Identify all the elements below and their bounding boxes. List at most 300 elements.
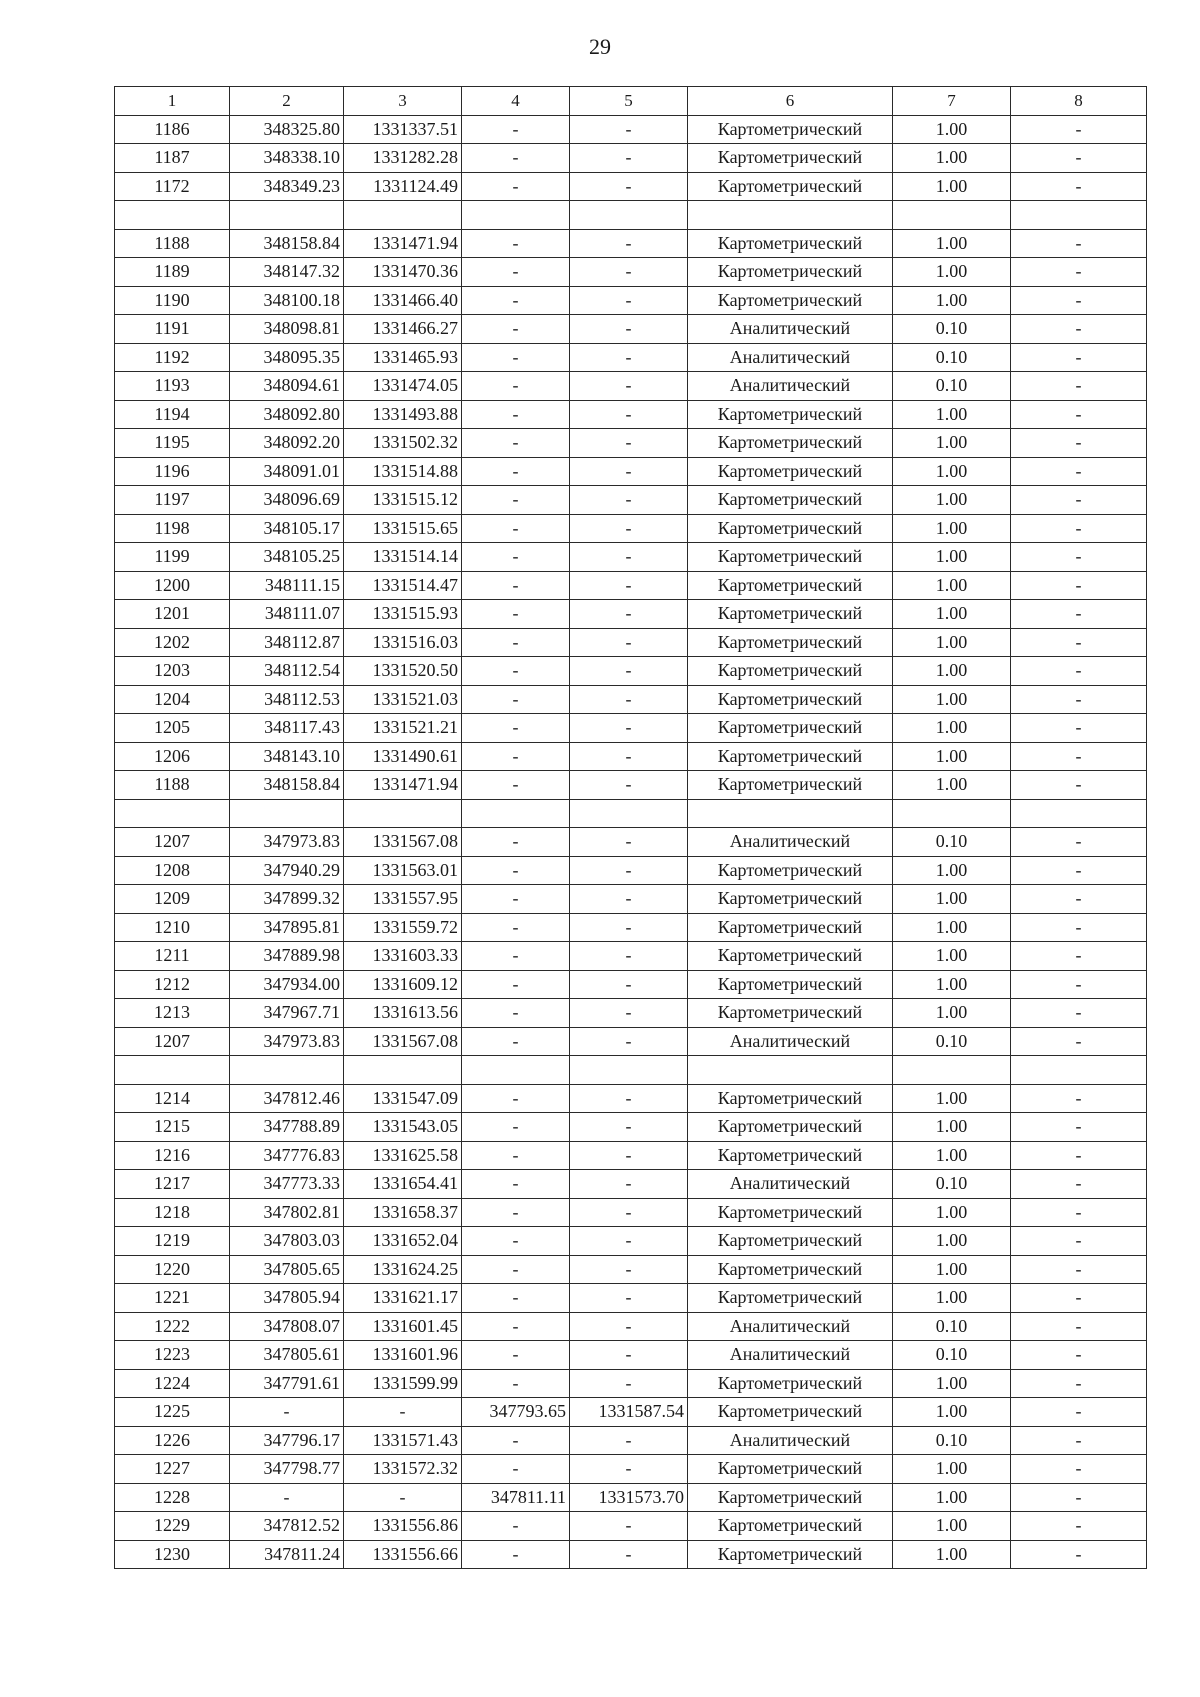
cell-method: Картометрический — [688, 514, 893, 543]
table-row — [115, 885, 1147, 914]
cell-note: - — [1011, 1540, 1147, 1569]
cell-x-coord: 347788.89 — [230, 1113, 344, 1142]
cell-point-number: 1205 — [115, 714, 230, 743]
cell-accuracy: 1.00 — [893, 571, 1011, 600]
cell-x-coord: 347776.83 — [230, 1141, 344, 1170]
cell-y-coord: - — [344, 1398, 462, 1427]
cell-x-coord-alt — [462, 799, 570, 828]
cell-x-coord-alt: - — [462, 999, 570, 1028]
cell-x-coord-alt: - — [462, 486, 570, 515]
cell-accuracy: 1.00 — [893, 144, 1011, 173]
cell-note: - — [1011, 999, 1147, 1028]
cell-accuracy: 1.00 — [893, 1113, 1011, 1142]
cell-y-coord-alt: - — [570, 1084, 688, 1113]
cell-point-number: 1211 — [115, 942, 230, 971]
cell-x-coord: 347973.83 — [230, 1027, 344, 1056]
cell-y-coord — [344, 799, 462, 828]
cell-point-number: 1187 — [115, 144, 230, 173]
cell-x-coord: - — [230, 1398, 344, 1427]
table-row — [115, 400, 1147, 429]
cell-note: - — [1011, 1084, 1147, 1113]
column-header-accuracy: 7 — [893, 87, 1011, 116]
table-row — [115, 258, 1147, 287]
cell-note: - — [1011, 172, 1147, 201]
cell-y-coord: 1331571.43 — [344, 1426, 462, 1455]
table-row — [115, 1426, 1147, 1455]
cell-x-coord: 348100.18 — [230, 286, 344, 315]
cell-x-coord: 348111.07 — [230, 600, 344, 629]
table-row — [115, 1141, 1147, 1170]
cell-y-coord-alt: - — [570, 657, 688, 686]
cell-x-coord: 348092.80 — [230, 400, 344, 429]
cell-y-coord-alt: - — [570, 315, 688, 344]
cell-accuracy: 1.00 — [893, 1455, 1011, 1484]
cell-x-coord-alt: - — [462, 1284, 570, 1313]
cell-point-number: 1222 — [115, 1312, 230, 1341]
cell-y-coord: 1331520.50 — [344, 657, 462, 686]
cell-y-coord-alt: - — [570, 856, 688, 885]
cell-method: Картометрический — [688, 657, 893, 686]
table-row — [115, 172, 1147, 201]
cell-x-coord: 347773.33 — [230, 1170, 344, 1199]
cell-y-coord-alt: - — [570, 714, 688, 743]
cell-x-coord-alt: - — [462, 172, 570, 201]
cell-y-coord-alt: - — [570, 343, 688, 372]
cell-x-coord: 347803.03 — [230, 1227, 344, 1256]
cell-x-coord-alt: - — [462, 742, 570, 771]
cell-method: Картометрический — [688, 913, 893, 942]
cell-method: Картометрический — [688, 457, 893, 486]
table-row — [115, 628, 1147, 657]
cell-note: - — [1011, 514, 1147, 543]
cell-accuracy: 1.00 — [893, 856, 1011, 885]
cell-y-coord-alt: - — [570, 1113, 688, 1142]
cell-point-number: 1196 — [115, 457, 230, 486]
cell-x-coord-alt: - — [462, 1426, 570, 1455]
cell-point-number: 1207 — [115, 828, 230, 857]
cell-x-coord: 348338.10 — [230, 144, 344, 173]
cell-y-coord-alt: - — [570, 457, 688, 486]
cell-y-coord: 1331521.21 — [344, 714, 462, 743]
cell-y-coord: 1331514.47 — [344, 571, 462, 600]
cell-method: Аналитический — [688, 1341, 893, 1370]
cell-y-coord-alt: - — [570, 685, 688, 714]
cell-accuracy: 1.00 — [893, 400, 1011, 429]
cell-x-coord: 347805.61 — [230, 1341, 344, 1370]
cell-y-coord-alt: - — [570, 571, 688, 600]
cell-accuracy: 1.00 — [893, 628, 1011, 657]
cell-x-coord-alt: - — [462, 913, 570, 942]
cell-x-coord: 348158.84 — [230, 771, 344, 800]
table-row — [115, 315, 1147, 344]
cell-x-coord-alt: - — [462, 457, 570, 486]
cell-y-coord: 1331563.01 — [344, 856, 462, 885]
cell-y-coord: 1331547.09 — [344, 1084, 462, 1113]
cell-accuracy: 1.00 — [893, 600, 1011, 629]
column-header-method: 6 — [688, 87, 893, 116]
cell-accuracy — [893, 1056, 1011, 1085]
cell-y-coord-alt: - — [570, 885, 688, 914]
cell-method: Аналитический — [688, 1170, 893, 1199]
cell-y-coord-alt: - — [570, 1141, 688, 1170]
cell-accuracy: 0.10 — [893, 343, 1011, 372]
table-row — [115, 144, 1147, 173]
coordinates-table — [114, 86, 1147, 1569]
cell-x-coord-alt — [462, 201, 570, 230]
cell-point-number: 1212 — [115, 970, 230, 999]
cell-note: - — [1011, 885, 1147, 914]
cell-note: - — [1011, 1341, 1147, 1370]
cell-accuracy: 0.10 — [893, 1312, 1011, 1341]
cell-x-coord-alt: - — [462, 571, 570, 600]
cell-x-coord: 348091.01 — [230, 457, 344, 486]
table-row — [115, 1084, 1147, 1113]
cell-x-coord: 348092.20 — [230, 429, 344, 458]
cell-accuracy: 1.00 — [893, 514, 1011, 543]
cell-x-coord: 348095.35 — [230, 343, 344, 372]
cell-point-number: 1197 — [115, 486, 230, 515]
cell-point-number: 1226 — [115, 1426, 230, 1455]
cell-note: - — [1011, 1027, 1147, 1056]
cell-note: - — [1011, 970, 1147, 999]
cell-method: Аналитический — [688, 1027, 893, 1056]
cell-y-coord: 1331490.61 — [344, 742, 462, 771]
cell-x-coord-alt: 347793.65 — [462, 1398, 570, 1427]
cell-x-coord — [230, 201, 344, 230]
cell-method: Аналитический — [688, 372, 893, 401]
table-row — [115, 657, 1147, 686]
cell-note: - — [1011, 258, 1147, 287]
cell-x-coord: 347812.46 — [230, 1084, 344, 1113]
table-row — [115, 799, 1147, 828]
cell-point-number: 1227 — [115, 1455, 230, 1484]
cell-accuracy: 1.00 — [893, 999, 1011, 1028]
cell-note: - — [1011, 628, 1147, 657]
cell-y-coord: 1331603.33 — [344, 942, 462, 971]
cell-y-coord: 1331599.99 — [344, 1369, 462, 1398]
cell-x-coord: 348096.69 — [230, 486, 344, 515]
cell-x-coord-alt: - — [462, 258, 570, 287]
cell-x-coord-alt: - — [462, 1312, 570, 1341]
table-row — [115, 1056, 1147, 1085]
cell-note: - — [1011, 457, 1147, 486]
table-body — [115, 87, 1147, 1569]
cell-point-number: 1191 — [115, 315, 230, 344]
cell-y-coord-alt: - — [570, 771, 688, 800]
cell-x-coord-alt: - — [462, 1369, 570, 1398]
cell-point-number: 1193 — [115, 372, 230, 401]
cell-y-coord-alt: - — [570, 1540, 688, 1569]
cell-note: - — [1011, 1284, 1147, 1313]
cell-point-number: 1221 — [115, 1284, 230, 1313]
cell-x-coord: 347812.52 — [230, 1512, 344, 1541]
cell-point-number: 1215 — [115, 1113, 230, 1142]
cell-x-coord-alt: - — [462, 1027, 570, 1056]
cell-accuracy: 1.00 — [893, 714, 1011, 743]
cell-point-number: 1203 — [115, 657, 230, 686]
cell-x-coord-alt: - — [462, 372, 570, 401]
cell-note — [1011, 201, 1147, 230]
cell-accuracy: 1.00 — [893, 1369, 1011, 1398]
table-row — [115, 1341, 1147, 1370]
cell-point-number: 1214 — [115, 1084, 230, 1113]
cell-point-number: 1172 — [115, 172, 230, 201]
cell-accuracy: 1.00 — [893, 286, 1011, 315]
cell-method: Картометрический — [688, 942, 893, 971]
cell-note: - — [1011, 1398, 1147, 1427]
cell-y-coord-alt: - — [570, 600, 688, 629]
table-row — [115, 115, 1147, 144]
cell-method: Аналитический — [688, 1312, 893, 1341]
table-row — [115, 429, 1147, 458]
cell-note: - — [1011, 856, 1147, 885]
cell-y-coord-alt: - — [570, 1369, 688, 1398]
cell-x-coord-alt: 347811.11 — [462, 1483, 570, 1512]
page-number: 29 — [589, 34, 611, 59]
cell-note: - — [1011, 486, 1147, 515]
cell-point-number: 1190 — [115, 286, 230, 315]
cell-x-coord-alt: - — [462, 1512, 570, 1541]
cell-x-coord: 347808.07 — [230, 1312, 344, 1341]
cell-x-coord: 348117.43 — [230, 714, 344, 743]
cell-y-coord-alt: - — [570, 1170, 688, 1199]
cell-method: Картометрический — [688, 1398, 893, 1427]
cell-point-number: 1209 — [115, 885, 230, 914]
cell-x-coord-alt: - — [462, 1227, 570, 1256]
table-row — [115, 372, 1147, 401]
cell-y-coord-alt: - — [570, 172, 688, 201]
cell-x-coord: 347889.98 — [230, 942, 344, 971]
cell-method: Картометрический — [688, 1284, 893, 1313]
cell-accuracy: 0.10 — [893, 1341, 1011, 1370]
cell-method: Картометрический — [688, 543, 893, 572]
cell-x-coord: 348112.54 — [230, 657, 344, 686]
cell-point-number: 1224 — [115, 1369, 230, 1398]
cell-y-coord-alt: - — [570, 970, 688, 999]
cell-accuracy: 1.00 — [893, 742, 1011, 771]
cell-note: - — [1011, 657, 1147, 686]
cell-x-coord: 347940.29 — [230, 856, 344, 885]
cell-y-coord-alt: - — [570, 514, 688, 543]
cell-x-coord-alt: - — [462, 942, 570, 971]
table-row — [115, 229, 1147, 258]
cell-note: - — [1011, 1483, 1147, 1512]
cell-x-coord-alt: - — [462, 514, 570, 543]
cell-y-coord-alt: - — [570, 400, 688, 429]
cell-x-coord-alt: - — [462, 1170, 570, 1199]
cell-y-coord: 1331466.27 — [344, 315, 462, 344]
column-header-y-coord: 3 — [344, 87, 462, 116]
cell-note: - — [1011, 571, 1147, 600]
cell-method: Картометрический — [688, 1255, 893, 1284]
cell-accuracy: 1.00 — [893, 172, 1011, 201]
cell-method: Картометрический — [688, 1483, 893, 1512]
cell-note: - — [1011, 229, 1147, 258]
cell-y-coord-alt: - — [570, 543, 688, 572]
cell-y-coord-alt — [570, 201, 688, 230]
cell-y-coord-alt: - — [570, 742, 688, 771]
cell-point-number: 1206 — [115, 742, 230, 771]
cell-method: Картометрический — [688, 115, 893, 144]
cell-accuracy: 1.00 — [893, 1198, 1011, 1227]
cell-x-coord: 348105.17 — [230, 514, 344, 543]
cell-point-number — [115, 201, 230, 230]
cell-accuracy: 0.10 — [893, 1027, 1011, 1056]
cell-y-coord: 1331625.58 — [344, 1141, 462, 1170]
cell-point-number: 1213 — [115, 999, 230, 1028]
cell-method: Картометрический — [688, 1512, 893, 1541]
cell-y-coord: 1331466.40 — [344, 286, 462, 315]
cell-note: - — [1011, 600, 1147, 629]
cell-y-coord: 1331613.56 — [344, 999, 462, 1028]
cell-y-coord: 1331556.86 — [344, 1512, 462, 1541]
cell-method: Картометрический — [688, 885, 893, 914]
cell-x-coord: 348111.15 — [230, 571, 344, 600]
cell-y-coord: 1331621.17 — [344, 1284, 462, 1313]
cell-y-coord-alt — [570, 1056, 688, 1085]
cell-accuracy: 1.00 — [893, 1512, 1011, 1541]
cell-x-coord-alt: - — [462, 144, 570, 173]
cell-method: Картометрический — [688, 685, 893, 714]
cell-point-number: 1201 — [115, 600, 230, 629]
cell-method: Картометрический — [688, 1113, 893, 1142]
cell-accuracy: 0.10 — [893, 315, 1011, 344]
cell-y-coord: 1331282.28 — [344, 144, 462, 173]
cell-y-coord: 1331514.88 — [344, 457, 462, 486]
cell-accuracy — [893, 799, 1011, 828]
cell-y-coord-alt: - — [570, 828, 688, 857]
cell-accuracy: 1.00 — [893, 486, 1011, 515]
cell-note: - — [1011, 1198, 1147, 1227]
cell-y-coord: 1331652.04 — [344, 1227, 462, 1256]
cell-note: - — [1011, 1312, 1147, 1341]
cell-x-coord-alt: - — [462, 1540, 570, 1569]
cell-y-coord: 1331516.03 — [344, 628, 462, 657]
cell-point-number: 1199 — [115, 543, 230, 572]
cell-point-number: 1225 — [115, 1398, 230, 1427]
cell-x-coord: 347899.32 — [230, 885, 344, 914]
cell-x-coord-alt: - — [462, 856, 570, 885]
cell-x-coord: 347811.24 — [230, 1540, 344, 1569]
cell-x-coord: 347934.00 — [230, 970, 344, 999]
cell-point-number: 1207 — [115, 1027, 230, 1056]
cell-y-coord — [344, 1056, 462, 1085]
cell-y-coord: 1331557.95 — [344, 885, 462, 914]
cell-note: - — [1011, 942, 1147, 971]
cell-y-coord-alt: - — [570, 1198, 688, 1227]
cell-y-coord: 1331567.08 — [344, 1027, 462, 1056]
cell-point-number: 1195 — [115, 429, 230, 458]
cell-x-coord-alt: - — [462, 229, 570, 258]
table-row — [115, 543, 1147, 572]
cell-note: - — [1011, 1455, 1147, 1484]
table-row — [115, 286, 1147, 315]
cell-y-coord: 1331502.32 — [344, 429, 462, 458]
cell-y-coord: 1331521.03 — [344, 685, 462, 714]
cell-y-coord: 1331493.88 — [344, 400, 462, 429]
cell-note: - — [1011, 372, 1147, 401]
table-row — [115, 1170, 1147, 1199]
cell-note: - — [1011, 144, 1147, 173]
cell-y-coord: 1331572.32 — [344, 1455, 462, 1484]
cell-y-coord — [344, 201, 462, 230]
cell-method — [688, 201, 893, 230]
cell-x-coord — [230, 1056, 344, 1085]
cell-point-number: 1223 — [115, 1341, 230, 1370]
cell-accuracy: 1.00 — [893, 1483, 1011, 1512]
cell-y-coord: 1331471.94 — [344, 771, 462, 800]
table-row — [115, 457, 1147, 486]
cell-accuracy: 0.10 — [893, 372, 1011, 401]
column-header-y-coord-alt: 5 — [570, 87, 688, 116]
cell-note: - — [1011, 1113, 1147, 1142]
cell-note: - — [1011, 714, 1147, 743]
cell-note: - — [1011, 115, 1147, 144]
cell-x-coord-alt: - — [462, 315, 570, 344]
cell-y-coord-alt: - — [570, 429, 688, 458]
cell-accuracy: 1.00 — [893, 885, 1011, 914]
cell-method: Аналитический — [688, 315, 893, 344]
cell-y-coord: 1331474.05 — [344, 372, 462, 401]
table-row — [115, 1540, 1147, 1569]
cell-accuracy: 1.00 — [893, 657, 1011, 686]
cell-y-coord: 1331471.94 — [344, 229, 462, 258]
cell-y-coord: 1331515.65 — [344, 514, 462, 543]
cell-x-coord-alt: - — [462, 1113, 570, 1142]
cell-accuracy — [893, 201, 1011, 230]
cell-y-coord-alt: - — [570, 258, 688, 287]
column-header-x-coord-alt: 4 — [462, 87, 570, 116]
cell-method: Картометрический — [688, 856, 893, 885]
table-row — [115, 1027, 1147, 1056]
cell-y-coord: 1331515.12 — [344, 486, 462, 515]
cell-x-coord-alt: - — [462, 1141, 570, 1170]
cell-accuracy: 1.00 — [893, 1255, 1011, 1284]
cell-y-coord: 1331337.51 — [344, 115, 462, 144]
cell-note: - — [1011, 1170, 1147, 1199]
cell-note: - — [1011, 543, 1147, 572]
cell-x-coord-alt: - — [462, 543, 570, 572]
cell-x-coord: 348098.81 — [230, 315, 344, 344]
cell-x-coord-alt: - — [462, 771, 570, 800]
cell-y-coord: 1331465.93 — [344, 343, 462, 372]
cell-point-number: 1216 — [115, 1141, 230, 1170]
cell-method: Картометрический — [688, 286, 893, 315]
column-header-point-number: 1 — [115, 87, 230, 116]
cell-x-coord-alt: - — [462, 343, 570, 372]
cell-x-coord-alt: - — [462, 1255, 570, 1284]
cell-y-coord: - — [344, 1483, 462, 1512]
cell-x-coord-alt: - — [462, 885, 570, 914]
cell-method: Картометрический — [688, 144, 893, 173]
cell-point-number: 1204 — [115, 685, 230, 714]
cell-y-coord: 1331609.12 — [344, 970, 462, 999]
cell-x-coord: 348147.32 — [230, 258, 344, 287]
cell-y-coord-alt: - — [570, 372, 688, 401]
cell-accuracy: 1.00 — [893, 115, 1011, 144]
cell-y-coord-alt: - — [570, 1312, 688, 1341]
cell-note: - — [1011, 1255, 1147, 1284]
cell-x-coord-alt: - — [462, 1341, 570, 1370]
cell-note: - — [1011, 1512, 1147, 1541]
cell-x-coord: 347805.65 — [230, 1255, 344, 1284]
cell-note: - — [1011, 742, 1147, 771]
cell-x-coord — [230, 799, 344, 828]
table-row — [115, 1284, 1147, 1313]
cell-note: - — [1011, 828, 1147, 857]
cell-y-coord: 1331559.72 — [344, 913, 462, 942]
cell-y-coord: 1331601.96 — [344, 1341, 462, 1370]
